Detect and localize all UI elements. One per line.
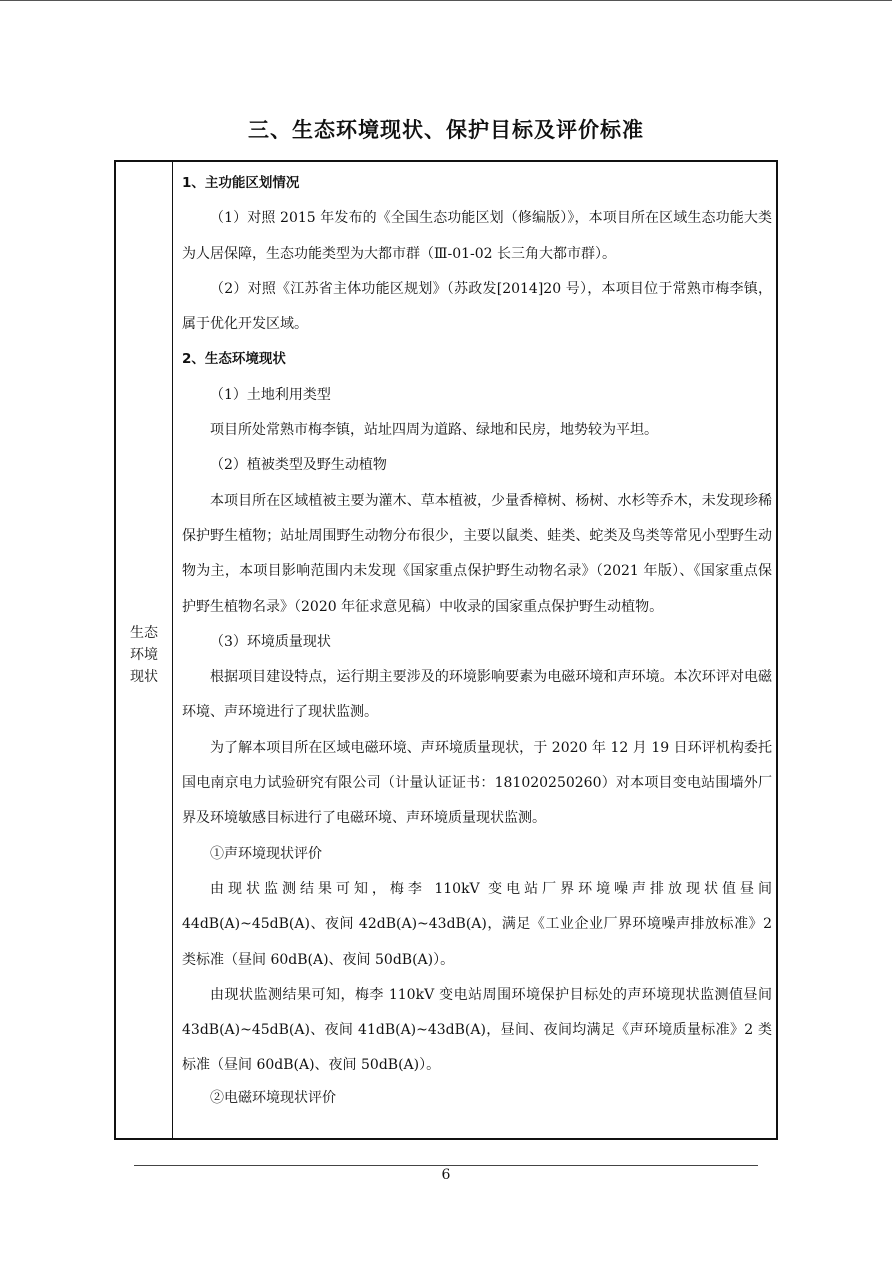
paragraph-provincial-zoning: （2）对照《江苏省主体功能区规划》（苏政发[2014]20 号），本项目位于常熟市梅李镇，属于优化开发区域。 <box>182 280 772 333</box>
section-label <box>116 622 172 688</box>
subheading-acoustic-evaluation: ①声环境现状评价 <box>210 845 322 862</box>
paragraph-boundary-noise: 由现状监测结果可知，梅李 110kV 变电站厂界环境噪声排放现状值昼间 44dB(A)~45dB(A)、夜间 42dB(A)~43dB(A)，满足《工业企业厂界环境噪声排放标准》2 类标准（昼间 60dB(A)、夜间 50dB(A)）。 <box>182 880 772 968</box>
section-label-line: 环境 <box>130 647 158 663</box>
paragraph-land-use: 项目所处常熟市梅李镇，站址四周为道路、绿地和民房，地势较为平坦。 <box>210 422 658 439</box>
heading-ecological-status: 2、生态环境现状 <box>182 351 286 368</box>
section-label-cell <box>116 162 173 1138</box>
page-number: 6 <box>441 1167 451 1183</box>
top-border-line <box>0 0 892 1</box>
subheading-vegetation-wildlife: （2）植被类型及野生动植物 <box>210 457 387 474</box>
paragraph-impact-factors: 根据项目建设特点，运行期主要涉及的环境影响要素为电磁环境和声环境。本次环评对电磁环境、声环境进行了现状监测。 <box>182 669 772 721</box>
paragraph-sensitive-noise: 由现状监测结果可知，梅李 110kV 变电站周围环境保护目标处的声环境现状监测值昼间 43dB(A)~45dB(A)、夜间 41dB(A)~43dB(A)，昼间、夜间均满足《声环境质量标准》2 类标准（昼间 60dB(A)、夜间 50dB(A)）。 <box>182 986 772 1074</box>
heading-main-function-zoning: 1、主功能区划情况 <box>182 175 300 191</box>
section-body <box>182 166 772 1112</box>
section-label-line: 现状 <box>130 669 158 685</box>
page-title: 三、生态环境现状、保护目标及评价标准 <box>248 118 644 142</box>
paragraph-vegetation-wildlife: 本项目所在区域植被主要为灌木、草本植被，少量香樟树、杨树、水杉等乔木，未发现珍稀保护野生植物；站址周围野生动物分布很少，主要以鼠类、蛙类、蛇类及鸟类等常见小型野生动物为主，本项目影响范围内未发现《国家重点保护野生动物名录》（2021 年版）、《国家重点保护野生植物名录》（2020 年征求意见稿）中收录的国家重点保护野生动植物。 <box>182 492 772 615</box>
paragraph-monitoring: 为了解本项目所在区域电磁环境、声环境质量现状，于 2020 年 12 月 19 日环评机构委托国电南京电力试验研究有限公司（计量认证证书：181020250260）对本项目变电站围墙外厂界及环境敏感目标进行了电磁环境、声环境质量现状监测。 <box>182 739 772 827</box>
content-table <box>114 160 778 1140</box>
section-label-line: 生态 <box>130 625 158 641</box>
footer-rule <box>134 1165 758 1166</box>
subheading-land-use: （1）土地利用类型 <box>210 386 331 403</box>
subheading-environment-quality: （3）环境质量现状 <box>210 633 331 650</box>
paragraph-ecological-zoning: （1）对照 2015 年发布的《全国生态功能区划（修编版）》，本项目所在区域生态功能大类为人居保障，生态功能类型为大都市群（Ⅲ-01-02 长三角大都市群）。 <box>182 210 772 262</box>
subheading-electromagnetic-evaluation: ②电磁环境现状评价 <box>210 1089 336 1106</box>
